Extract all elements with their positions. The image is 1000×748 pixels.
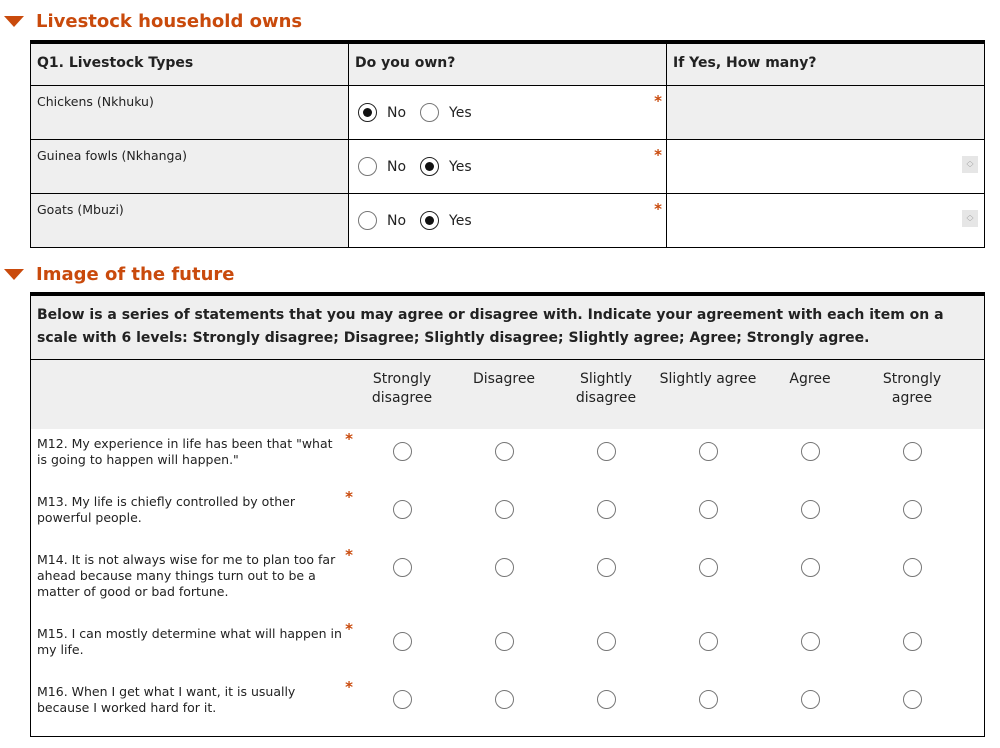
own-radio-group bbox=[358, 211, 486, 230]
radio-strongly-agree[interactable] bbox=[903, 500, 922, 519]
statement-cell bbox=[31, 487, 351, 545]
statement-text: M16. When I get what I want, it is usually because I worked hard for it. bbox=[37, 684, 296, 715]
radio-slightly-disagree[interactable] bbox=[597, 442, 616, 461]
statement-cell bbox=[31, 545, 351, 619]
required-marker: * bbox=[654, 92, 662, 110]
radio-slightly-agree[interactable] bbox=[699, 632, 718, 651]
collapse-triangle-icon[interactable] bbox=[4, 16, 24, 27]
radio-strongly-disagree[interactable] bbox=[393, 558, 412, 577]
own-radio-cell bbox=[349, 194, 667, 247]
column-header: Do you own? bbox=[349, 44, 667, 85]
section-header-future[interactable] bbox=[0, 264, 234, 285]
own-radio-group bbox=[358, 157, 486, 176]
radio-yes[interactable] bbox=[420, 211, 439, 230]
radio-strongly-agree[interactable] bbox=[903, 690, 922, 709]
radio-label: No bbox=[387, 104, 407, 121]
required-marker: * bbox=[654, 200, 662, 218]
radio-strongly-agree[interactable] bbox=[903, 558, 922, 577]
livestock-type-label: Chickens (Nkhuku) bbox=[31, 86, 349, 139]
radio-disagree[interactable] bbox=[495, 442, 514, 461]
likert-row bbox=[31, 619, 984, 677]
livestock-type-label: Guinea fowls (Nkhanga) bbox=[31, 140, 349, 193]
radio-slightly-disagree[interactable] bbox=[597, 690, 616, 709]
radio-strongly-disagree[interactable] bbox=[393, 500, 412, 519]
statement-cell bbox=[31, 429, 351, 487]
table-row bbox=[30, 140, 985, 194]
table-row bbox=[30, 86, 985, 140]
statement-text: M15. I can mostly determine what will happen in my life. bbox=[37, 626, 342, 657]
radio-agree[interactable] bbox=[801, 558, 820, 577]
radio-strongly-agree[interactable] bbox=[903, 632, 922, 651]
section-header-livestock[interactable] bbox=[0, 11, 302, 32]
radio-no[interactable] bbox=[358, 211, 377, 230]
statement-text: M12. My experience in life has been that "what is going to happen will happen." bbox=[37, 436, 333, 467]
radio-disagree[interactable] bbox=[495, 558, 514, 577]
radio-strongly-disagree[interactable] bbox=[393, 690, 412, 709]
section-title: Livestock household owns bbox=[36, 11, 303, 32]
radio-label: No bbox=[387, 212, 407, 229]
spinner-up-icon[interactable]: ︿ bbox=[966, 156, 974, 165]
radio-agree[interactable] bbox=[801, 500, 820, 519]
radio-slightly-agree[interactable] bbox=[699, 442, 718, 461]
collapse-triangle-icon[interactable] bbox=[4, 269, 24, 280]
own-radio-group bbox=[358, 103, 486, 122]
radio-yes[interactable] bbox=[420, 103, 439, 122]
likert-row bbox=[31, 545, 984, 619]
required-marker: * bbox=[345, 678, 353, 696]
required-marker: * bbox=[345, 620, 353, 638]
radio-disagree[interactable] bbox=[495, 690, 514, 709]
likert-instructions: Below is a series of statements that you may agree or disagree with. Indicate your agreement with each item on a scale with 6 levels: Strongly disagree; Disagree; Slightly disagree; Slightly agree; Agree; Strongly agree. bbox=[31, 296, 984, 360]
likert-row bbox=[31, 429, 984, 487]
scale-label: Slightly agree bbox=[659, 371, 757, 387]
likert-table bbox=[30, 292, 985, 737]
table-header-row bbox=[30, 44, 985, 86]
radio-slightly-agree[interactable] bbox=[699, 500, 718, 519]
radio-strongly-agree[interactable] bbox=[903, 442, 922, 461]
spinner-down-icon[interactable]: ﹀ bbox=[966, 163, 974, 172]
radio-label: Yes bbox=[449, 158, 472, 175]
how-many-input-disabled bbox=[667, 86, 984, 139]
how-many-input[interactable] bbox=[667, 140, 984, 193]
required-marker: * bbox=[345, 546, 353, 564]
statement-text: M13. My life is chiefly controlled by other powerful people. bbox=[37, 494, 295, 525]
column-header: Q1. Livestock Types bbox=[31, 44, 349, 85]
radio-agree[interactable] bbox=[801, 690, 820, 709]
radio-slightly-disagree[interactable] bbox=[597, 500, 616, 519]
statement-cell bbox=[31, 619, 351, 677]
number-spinner[interactable] bbox=[962, 156, 978, 173]
scale-label: Slightly disagree bbox=[575, 371, 637, 406]
livestock-table bbox=[30, 40, 985, 248]
number-spinner[interactable] bbox=[962, 210, 978, 227]
radio-label: No bbox=[387, 158, 407, 175]
radio-yes[interactable] bbox=[420, 157, 439, 176]
required-marker: * bbox=[654, 146, 662, 164]
column-header: If Yes, How many? bbox=[673, 55, 817, 71]
radio-agree[interactable] bbox=[801, 632, 820, 651]
likert-row bbox=[31, 677, 984, 735]
own-radio-cell bbox=[349, 86, 667, 139]
radio-slightly-agree[interactable] bbox=[699, 690, 718, 709]
radio-disagree[interactable] bbox=[495, 500, 514, 519]
likert-scale-header bbox=[31, 360, 984, 429]
radio-strongly-disagree[interactable] bbox=[393, 632, 412, 651]
radio-slightly-agree[interactable] bbox=[699, 558, 718, 577]
scale-label: Strongly disagree bbox=[371, 371, 433, 406]
spinner-down-icon[interactable]: ﹀ bbox=[966, 217, 974, 226]
required-marker: * bbox=[345, 430, 353, 448]
scale-label: Strongly agree bbox=[882, 371, 942, 406]
radio-disagree[interactable] bbox=[495, 632, 514, 651]
radio-strongly-disagree[interactable] bbox=[393, 442, 412, 461]
how-many-input[interactable] bbox=[667, 194, 984, 247]
radio-label: Yes bbox=[449, 212, 472, 229]
likert-row bbox=[31, 487, 984, 545]
table-row bbox=[30, 194, 985, 248]
radio-label: Yes bbox=[449, 104, 472, 121]
scale-label: Agree bbox=[789, 371, 831, 387]
radio-slightly-disagree[interactable] bbox=[597, 632, 616, 651]
spinner-up-icon[interactable]: ︿ bbox=[966, 210, 974, 219]
statement-text: M14. It is not always wise for me to plan too far ahead because many things turn out to be a matter of good or bad fortune. bbox=[37, 552, 336, 599]
radio-no[interactable] bbox=[358, 103, 377, 122]
statement-cell bbox=[31, 677, 351, 735]
required-marker: * bbox=[345, 488, 353, 506]
livestock-type-label: Goats (Mbuzi) bbox=[31, 194, 349, 247]
section-title: Image of the future bbox=[36, 264, 235, 285]
radio-slightly-disagree[interactable] bbox=[597, 558, 616, 577]
own-radio-cell bbox=[349, 140, 667, 193]
radio-no[interactable] bbox=[358, 157, 377, 176]
scale-label: Disagree bbox=[472, 371, 536, 387]
radio-agree[interactable] bbox=[801, 442, 820, 461]
